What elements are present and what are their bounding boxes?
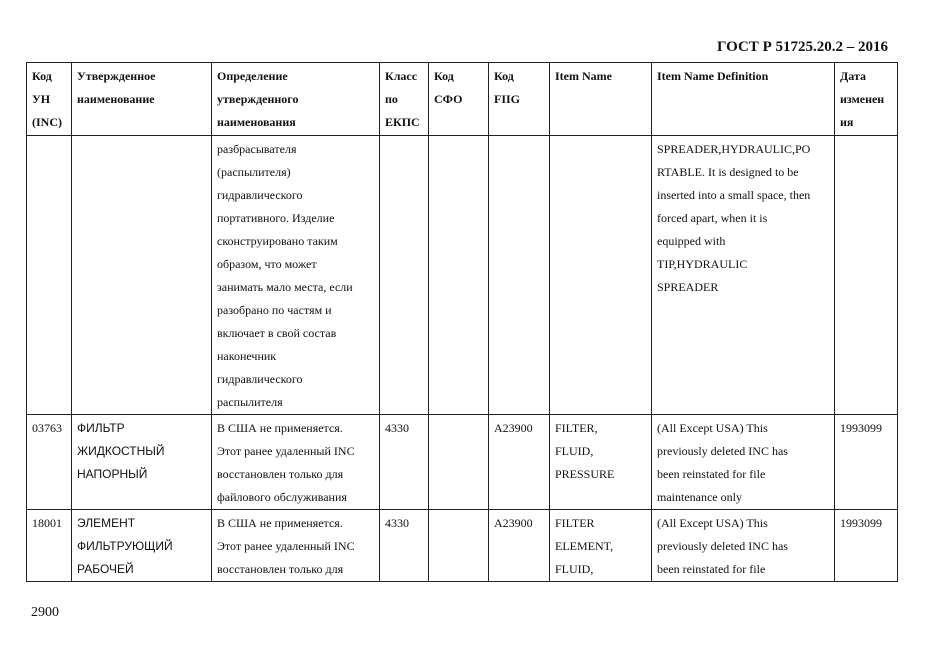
cell-sfo [429,136,489,415]
header-item-definition: Item Name Definition [652,63,835,136]
cell-fiig [489,136,550,415]
cell-fiig: A23900 [489,510,550,582]
header-date: Дата изменен ия [835,63,898,136]
cell-sfo [429,510,489,582]
cell-date [835,136,898,415]
header-inc: Код УН (INC) [27,63,72,136]
header-item-name: Item Name [550,63,652,136]
cell-item-definition: SPREADER,HYDRAULIC,PO RTABLE. It is designed to be inserted into a small space, then forced apart, when it is equipped with TIP,HYDRAULIC SPREADER [652,136,835,415]
header-definition: Определение утвержденного наименования [212,63,380,136]
cell-item-definition: (All Except USA) This previously deleted INC has been reinstated for file [652,510,835,582]
cell-item-name [550,136,652,415]
cell-inc [27,136,72,415]
cell-class: 4330 [380,415,429,510]
header-sfo: Код СФО [429,63,489,136]
cell-definition: В США не применяется. Этот ранее удаленный INC восстановлен только для [212,510,380,582]
cell-class [380,136,429,415]
table-row [27,415,898,510]
page-number: 2900 [31,605,59,620]
document-title: ГОСТ Р 51725.20.2 – 2016 [716,39,888,55]
table-row [27,510,898,582]
header-class: Класс по ЕКПС [380,63,429,136]
cell-name: ЭЛЕМЕНТ ФИЛЬТРУЮЩИЙ РАБОЧЕЙ [72,510,212,582]
data-table [26,62,898,582]
header-fiig: Код FIIG [489,63,550,136]
cell-item-definition: (All Except USA) This previously deleted INC has been reinstated for file maintenance only [652,415,835,510]
cell-inc: 18001 [27,510,72,582]
table-row [27,136,898,415]
cell-definition: В США не применяется. Этот ранее удаленный INC восстановлен только для файлового обслуживания [212,415,380,510]
cell-item-name: FILTER, FLUID, PRESSURE [550,415,652,510]
cell-sfo [429,415,489,510]
cell-fiig: A23900 [489,415,550,510]
table-header-row [27,63,898,136]
cell-item-name: FILTER ELEMENT, FLUID, [550,510,652,582]
cell-definition: разбрасывателя (распылителя) гидравлического портативного. Изделие сконструировано таким образом, что может занимать мало места, если разобрано по частям и включает в свой состав наконечник гидравлического распылителя [212,136,380,415]
header-name: Утвержденное наименование [72,63,212,136]
cell-name [72,136,212,415]
cell-date: 1993099 [835,415,898,510]
cell-class: 4330 [380,510,429,582]
cell-date: 1993099 [835,510,898,582]
cell-name: ФИЛЬТР ЖИДКОСТНЫЙ НАПОРНЫЙ [72,415,212,510]
cell-inc: 03763 [27,415,72,510]
